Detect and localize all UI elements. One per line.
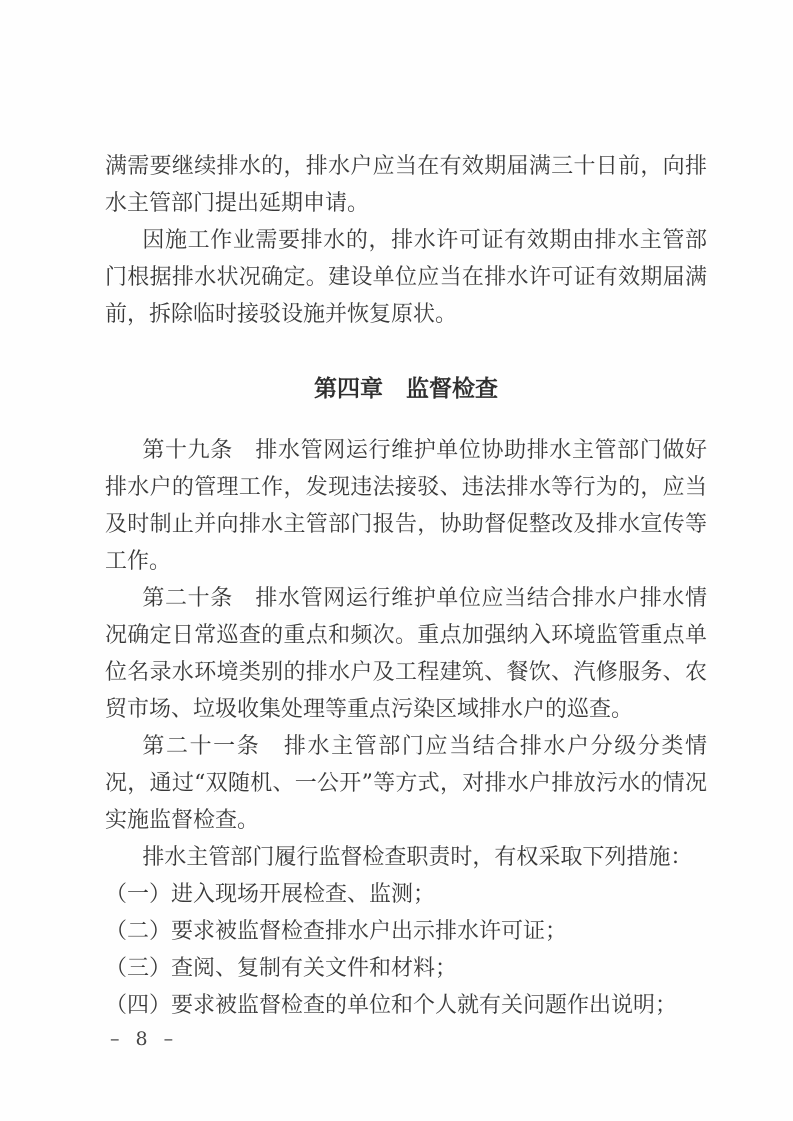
chapter-heading: 第四章 监督检查 <box>314 375 498 402</box>
document-body <box>105 148 707 1024</box>
measure-item-1: （一）进入现场开展检查、监测； <box>105 882 436 907</box>
article-19: 第十九条 排水管网运行维护单位协助排水主管部门做好排水户的管理工作，发现违法接驳、违法排水等行为的，应当及时制止并向排水主管部门报告，协助督促整改及排水宣传等工作。 <box>105 438 707 574</box>
measure-item-3: （三）查阅、复制有关文件和材料； <box>105 956 458 981</box>
measure-item-2: （二）要求被监督检查排水户出示排水许可证； <box>105 919 568 944</box>
paragraph-construction-drainage: 因施工作业需要排水的，排水许可证有效期由排水主管部门根据排水状况确定。建设单位应当在排水许可证有效期届满前，拆除临时接驳设施并恢复原状。 <box>105 228 707 327</box>
measures-intro: 排水主管部门履行监督检查职责时，有权采取下列措施： <box>142 845 693 870</box>
paragraph-permit-renewal: 满需要继续排水的，排水户应当在有效期届满三十日前，向排水主管部门提出延期申请。 <box>105 154 707 216</box>
measure-item-4: （四）要求被监督检查的单位和个人就有关问题作出说明； <box>105 993 678 1018</box>
article-21: 第二十一条 排水主管部门应当结合排水户分级分类情况，通过“双随机、一公开”等方式，对排水户排放污水的情况实施监督检查。 <box>105 734 707 833</box>
page-number: – 8 – <box>110 1028 179 1050</box>
article-20: 第二十条 排水管网运行维护单位应当结合排水户排水情况确定日常巡查的重点和频次。重点加强纳入环境监管重点单位名录水环境类别的排水户及工程建筑、餐饮、汽修服务、农贸市场、垃圾收集处理等重点污染区域排水户的巡查。 <box>105 586 707 722</box>
